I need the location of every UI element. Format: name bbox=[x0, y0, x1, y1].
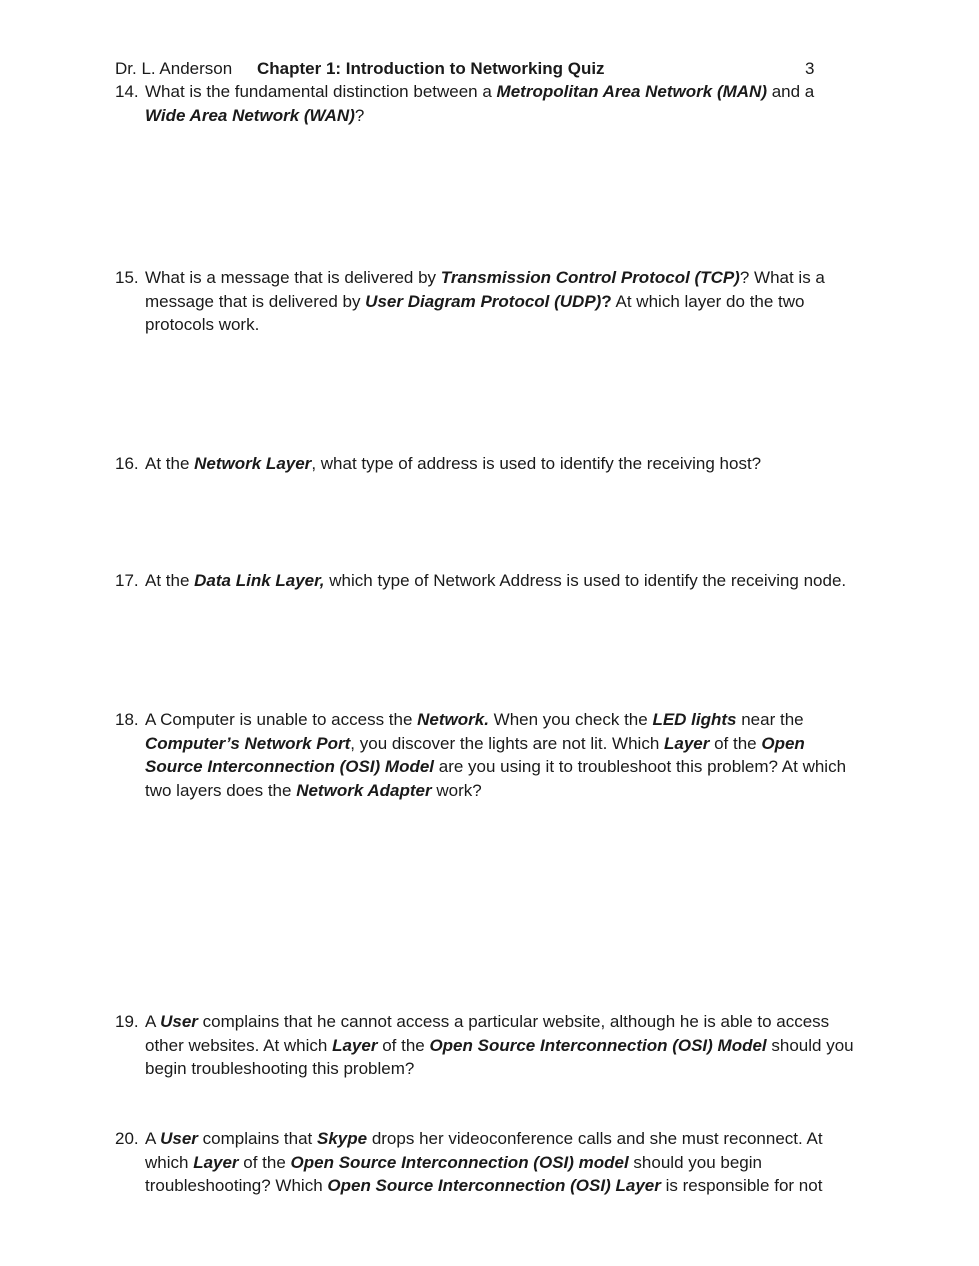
question-text-run: which type of Network Address is used to identify the receiving node. bbox=[324, 571, 847, 590]
question-text bbox=[145, 1010, 857, 1081]
question-14 bbox=[115, 80, 855, 127]
question-text-run: of the bbox=[709, 733, 762, 753]
emphasized-term: Layer bbox=[664, 733, 710, 753]
emphasized-term: ? bbox=[601, 291, 612, 311]
question-text-run: of the bbox=[238, 1152, 291, 1172]
question-text bbox=[145, 1127, 857, 1198]
emphasized-term: LED lights bbox=[652, 710, 737, 729]
question-text-run: complains that bbox=[197, 1129, 317, 1148]
question-17 bbox=[115, 569, 855, 593]
page-number: 3 bbox=[805, 59, 815, 78]
emphasized-term: Wide Area Network (WAN) bbox=[145, 105, 355, 125]
question-20 bbox=[115, 1127, 855, 1198]
emphasized-term: Network Layer bbox=[194, 454, 312, 473]
question-text-run: work? bbox=[431, 780, 482, 800]
question-text-run: complains that he cannot access a particular website, although he is able to access other websites. At which bbox=[145, 1012, 830, 1055]
question-text-run: When you check the bbox=[488, 710, 653, 729]
emphasized-term: Open Source Interconnection (OSI) Model bbox=[145, 733, 805, 776]
question-text-run: ? What is a message that is delivered by bbox=[145, 268, 825, 311]
header-title: Chapter 1: Introduction to Networking Quiz bbox=[257, 59, 605, 78]
emphasized-term: User Diagram Protocol (UDP) bbox=[365, 291, 602, 311]
question-text-run: is responsible for not bbox=[660, 1176, 823, 1195]
question-text bbox=[145, 266, 857, 337]
emphasized-term: Network. bbox=[417, 710, 489, 729]
question-number: 20. bbox=[115, 1129, 139, 1148]
question-number: 16. bbox=[115, 454, 139, 473]
question-text-run: near the bbox=[736, 710, 804, 729]
emphasized-term: User bbox=[160, 1012, 198, 1031]
question-18 bbox=[115, 708, 855, 802]
question-text bbox=[145, 708, 857, 802]
question-text-run: , you discover the lights are not lit. Which bbox=[350, 733, 664, 753]
question-number: 18. bbox=[115, 710, 139, 729]
question-text bbox=[145, 452, 857, 476]
question-text-run: A Computer is unable to access the bbox=[145, 710, 418, 729]
question-15 bbox=[115, 266, 855, 337]
question-text-run: and a bbox=[767, 82, 815, 101]
question-text-run: What is a message that is delivered by bbox=[145, 268, 441, 287]
emphasized-term: User bbox=[160, 1129, 198, 1148]
emphasized-term: Layer bbox=[332, 1035, 378, 1055]
question-19 bbox=[115, 1010, 855, 1081]
question-number: 14. bbox=[115, 82, 139, 101]
question-text-run: ? bbox=[354, 105, 365, 125]
emphasized-term: Open Source Interconnection (OSI) Layer bbox=[327, 1176, 661, 1195]
question-text-run: At the bbox=[145, 454, 195, 473]
question-text bbox=[145, 80, 857, 127]
question-text-run: of the bbox=[377, 1035, 430, 1055]
question-text bbox=[145, 569, 857, 593]
question-text-run: drops her videoconference calls and she must reconnect. At which bbox=[145, 1129, 823, 1172]
question-text-run: At which layer do the two protocols work. bbox=[145, 291, 805, 334]
emphasized-term: Data Link Layer, bbox=[194, 571, 325, 590]
question-text-run: A bbox=[145, 1012, 161, 1031]
emphasized-term: Metropolitan Area Network (MAN) bbox=[496, 82, 767, 101]
emphasized-term: Layer bbox=[193, 1152, 239, 1172]
question-text-run: At the bbox=[145, 571, 195, 590]
question-text-run: What is the fundamental distinction between a bbox=[145, 82, 497, 101]
emphasized-term: Skype bbox=[317, 1129, 368, 1148]
question-text-run: should you begin troubleshooting this problem? bbox=[145, 1035, 854, 1078]
emphasized-term: Computer’s Network Port bbox=[145, 733, 351, 753]
header-author: Dr. L. Anderson bbox=[115, 59, 233, 78]
question-text-run: A bbox=[145, 1129, 161, 1148]
question-number: 17. bbox=[115, 571, 139, 590]
question-text-run: , what type of address is used to identify the receiving host? bbox=[311, 454, 762, 473]
emphasized-term: Network Adapter bbox=[296, 780, 432, 800]
emphasized-term: Transmission Control Protocol (TCP) bbox=[440, 268, 740, 287]
page-header bbox=[115, 57, 835, 81]
question-number: 15. bbox=[115, 268, 139, 287]
emphasized-term: Open Source Interconnection (OSI) Model bbox=[429, 1035, 767, 1055]
emphasized-term: Open Source Interconnection (OSI) model bbox=[290, 1152, 629, 1172]
question-16 bbox=[115, 452, 855, 476]
question-text-run: are you using it to troubleshoot this problem? At which two layers does the bbox=[145, 757, 847, 800]
question-text-run: should you begin troubleshooting? Which bbox=[145, 1152, 762, 1195]
question-number: 19. bbox=[115, 1012, 139, 1031]
